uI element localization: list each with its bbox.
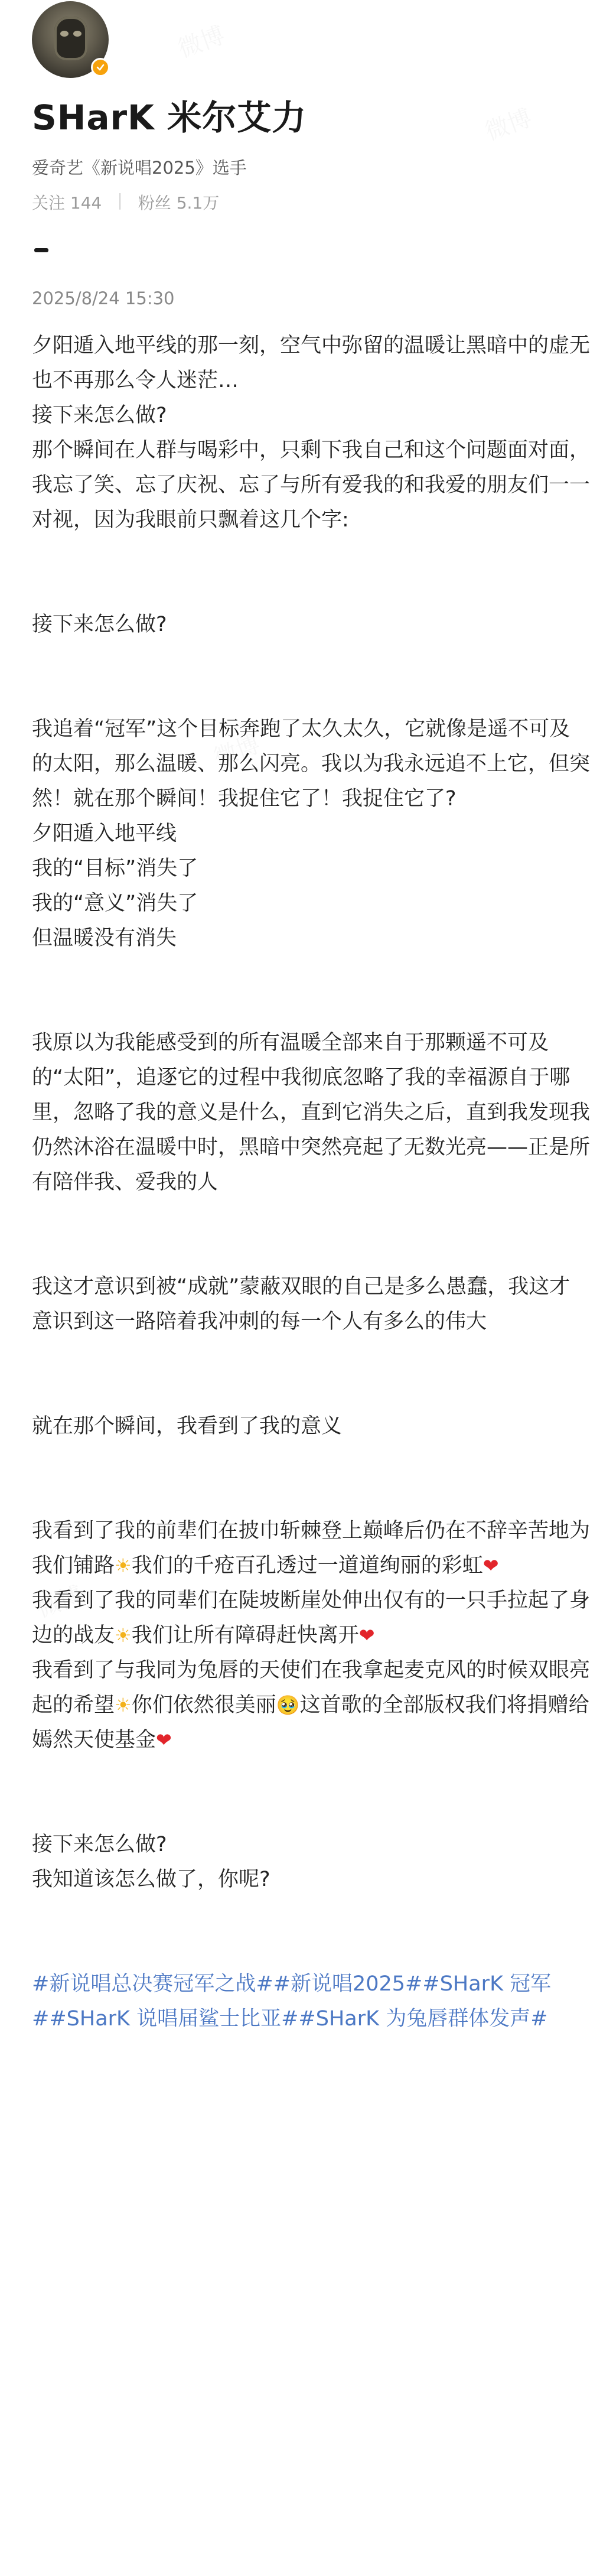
post-text: 我们的千疮百孔透过一道道绚丽的彩虹 — [131, 1554, 483, 1578]
blank-line — [32, 1758, 591, 1827]
moved-face-icon: 🥹 — [276, 1694, 300, 1716]
post-paragraph: 接下来怎么做? — [32, 404, 167, 427]
stats-divider: | — [117, 190, 123, 210]
post-paragraph-with-emoji — [32, 1514, 591, 1583]
post-text: 我看到了与我同为兔唇的天使们在我拿起麦克风的时候双眼亮起的希望 — [32, 1658, 591, 1717]
tab-indicator — [34, 248, 48, 252]
post-text: 这首歌的全部版权我们将捐赠给嫣然天使基金 — [32, 1693, 589, 1752]
post-paragraph: 我追着“冠军”这个目标奔跑了太久太久，它就像是遥不可及的太阳，那么温暖、那么闪亮。我以为我永远追不上它，但突然！就在那个瞬间！我捉住它了！我捉住它了? — [32, 717, 591, 811]
post-paragraph: 但温暖没有消失 — [32, 926, 177, 950]
post-text: 我们让所有障碍赶快离开 — [131, 1624, 359, 1647]
post-paragraph: 就在那个瞬间，我看到了我的意义 — [32, 1414, 343, 1438]
sun-icon: ☀ — [115, 1554, 132, 1577]
blank-line — [32, 538, 591, 607]
verified-badge-icon — [91, 58, 110, 77]
followers-stat[interactable] — [138, 190, 219, 214]
hashtag-links[interactable]: #新说唱总决赛冠军之战##新说唱2025##SHarK 冠军##SHarK 说唱届鲨士比亚##SHarK 为兔唇群体发声# — [32, 1972, 552, 2031]
profile-bio: 爱奇艺《新说唱2025》选手 — [32, 158, 247, 178]
post-paragraph: 夕阳遁入地平线 — [32, 822, 177, 845]
blank-line — [32, 1200, 591, 1270]
post-paragraph: 我的“意义”消失了 — [32, 892, 198, 915]
post-paragraph: 我知道该怎么做了，你呢? — [32, 1868, 270, 1891]
heart-icon: ❤ — [156, 1729, 172, 1751]
blank-line — [32, 956, 591, 1026]
heart-icon: ❤ — [482, 1554, 499, 1577]
post-timestamp: 2025/8/24 15:30 — [32, 288, 175, 308]
post-text: 我看到了我的前辈们在披巾斩棘登上巅峰后仍在不辞辛苦地为我们铺路 — [32, 1519, 591, 1578]
post-text: 我看到了我的同辈们在陡坡断崖处伸出仅有的一只手拉起了身边的战友 — [32, 1589, 591, 1647]
heart-icon: ❤ — [358, 1624, 375, 1647]
post-paragraph: 我的“目标”消失了 — [32, 857, 198, 880]
followers-label: 粉丝 — [138, 193, 171, 213]
blank-line — [32, 1897, 591, 1967]
post-paragraph: 接下来怎么做? — [32, 613, 167, 636]
post-paragraph: 那个瞬间在人群与喝彩中，只剩下我自己和这个问题面对面，我忘了笑、忘了庆祝、忘了与所有爱我的和我爱的朋友们一一对视，因为我眼前只飘着这几个字: — [32, 438, 591, 532]
post-paragraph: 接下来怎么做? — [32, 1833, 167, 1856]
avatar[interactable] — [32, 1, 112, 82]
post-body — [32, 328, 591, 2037]
blank-line — [32, 1339, 591, 1409]
blank-line — [32, 1444, 591, 1514]
following-label: 关注 — [32, 193, 66, 213]
post-text: 你们依然很美丽 — [131, 1693, 276, 1717]
blank-line — [32, 642, 591, 712]
watermark — [173, 17, 229, 64]
watermark — [480, 99, 536, 147]
profile-name[interactable]: SHarK 米尔艾力 — [32, 97, 307, 138]
followers-count: 5.1万 — [176, 193, 220, 213]
post-paragraph-with-emoji — [32, 1583, 591, 1653]
sun-icon: ☀ — [115, 1624, 132, 1647]
sun-icon: ☀ — [115, 1694, 132, 1716]
following-count: 144 — [70, 193, 102, 213]
post-paragraph: 我这才意识到被“成就”蒙蔽双眼的自己是多么愚蠢，我这才意识到这一路陪着我冲刺的每一个人有多么的伟大 — [32, 1275, 570, 1333]
profile-stats — [32, 190, 219, 214]
post-paragraph: 我原以为我能感受到的所有温暖全部来自于那颗遥不可及的“太阳”，追逐它的过程中我彻底忽略了我的幸福源自于哪里，忽略了我的意义是什么，直到它消失之后，直到我发现我仍然沐浴在温暖中时，黑暗中突然亮起了无数光亮——正是所有陪伴我、爱我的人 — [32, 1031, 591, 1194]
post-paragraph-with-emoji — [32, 1653, 591, 1758]
following-stat[interactable] — [32, 190, 102, 214]
post-paragraph: 夕阳遁入地平线的那一刻，空气中弥留的温暖让黑暗中的虚无也不再那么令人迷茫… — [32, 334, 591, 392]
